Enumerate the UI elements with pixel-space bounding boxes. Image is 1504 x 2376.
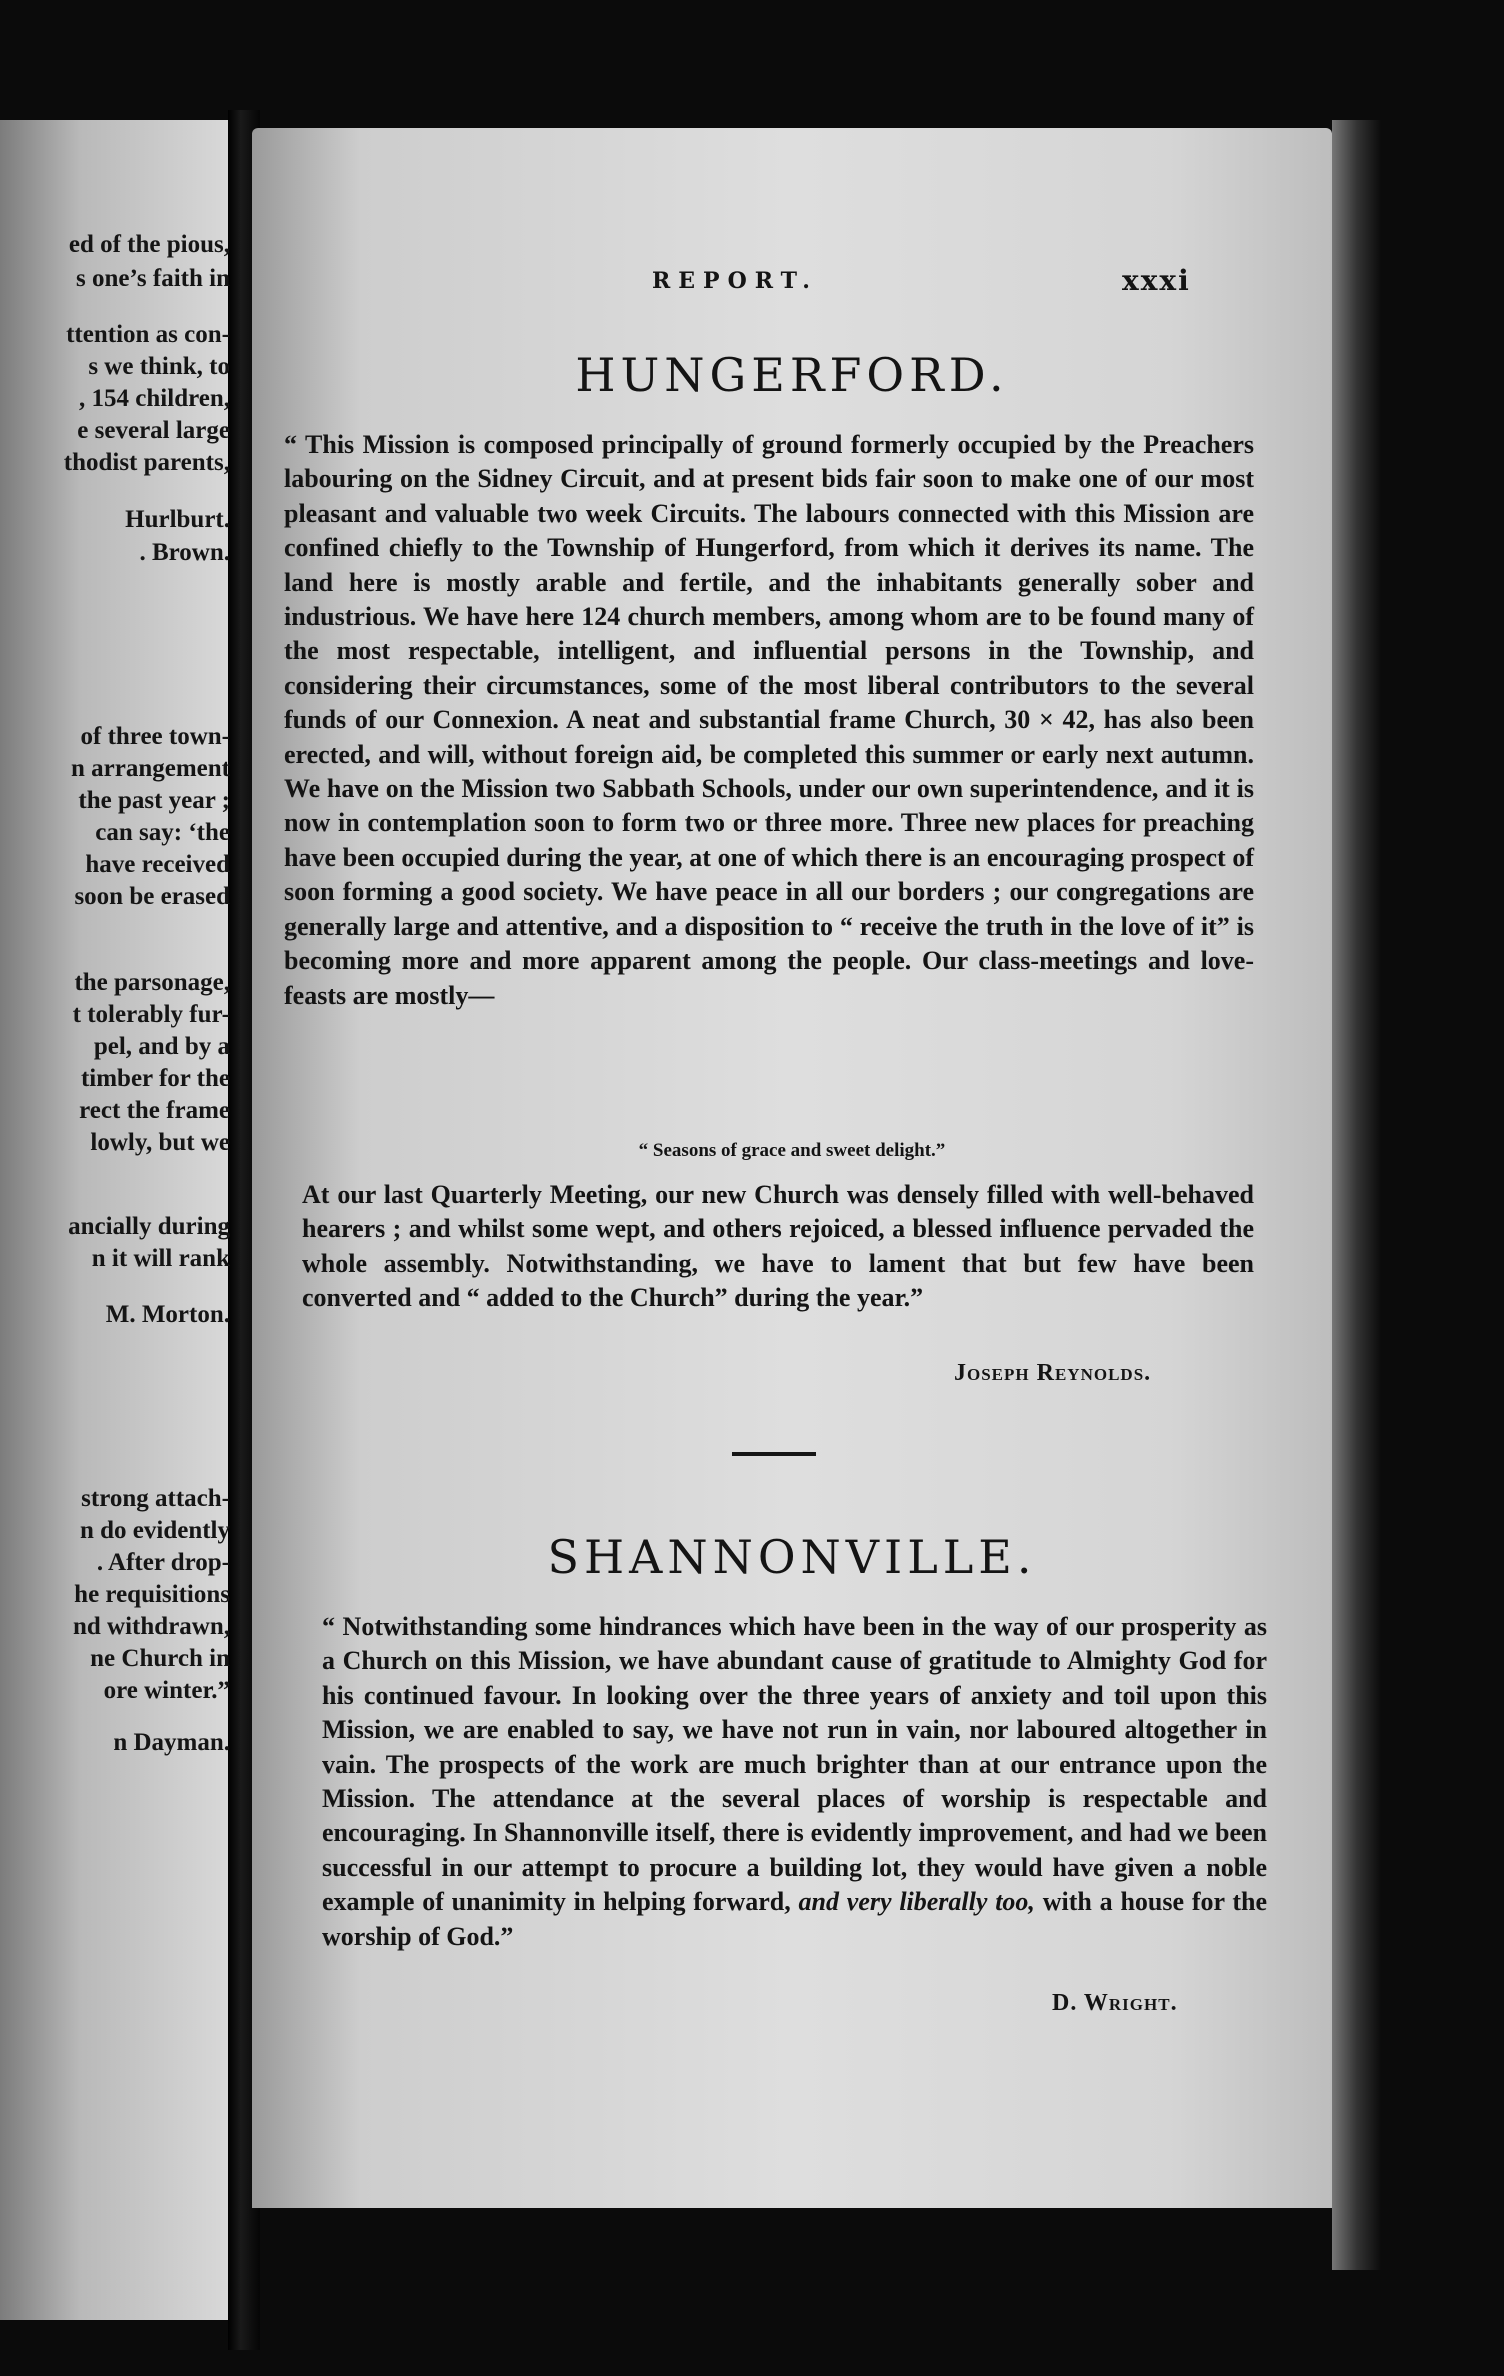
left-page-line: lowly, but we [90,1129,230,1156]
left-page-line: the past year ; [78,787,230,814]
left-page-line: the parsonage, [74,969,230,996]
shannonville-text-start: “ Notwithstanding some hindrances which have been in the way of our prosperity as a Church on this Mission, we have abundant cause of gratitude to Almighty God for his continued favour. In looking over the three years of anxiety and toil upon this Mission, we are enabled to say, we have not run in vain, nor laboured altogether in vain. The prospects of the work are much brighter than at our entrance upon the Mission. The attendance at the several places of worship is respectable and encouraging. In Shannonville itself, there is evidently improvement, and had we been successful in our attempt to procure a building lot, they would have given a noble example of unanimity in helping forward, [322,1612,1267,1917]
hungerford-paragraph-1: “ This Mission is composed principally of ground formerly occupied by the Preachers labouring on the Sidney Circuit, and at present bids fair soon to make one of our most pleasant and valuable two week Circuits. The labours connected with this Mission are confined chiefly to the Township of Hungerford, from which it derives its name. The land here is mostly arable and fertile, and the inhabitants generally sober and industrious. We have here 124 church members, among whom are to be found many of the most respectable, intelligent, and influential persons in the Township, and considering their circumstances, some of the most liberal contributors to the several funds of our Connexion. A neat and substantial frame Church, 30 × 42, has also been erected, and will, without foreign aid, be completed this summer or early next autumn. We have on the Mission two Sabbath Schools, under our own superintendence, and it is now in contemplation soon to form two or three more. Three new places for preaching have been occupied during the year, at one of which there is an encouraging prospect of soon forming a good society. We have peace in all our borders ; our congregations are generally large and attentive, and a disposition to “ receive the truth in the love of it” is becoming more and more apparent among the people. Our class-meetings and love-feasts are mostly— [284,430,1254,1010]
left-page-line: M. Morton. [105,1301,230,1328]
running-head: REPORT. [652,268,818,294]
left-page-line: of three town- [80,723,230,750]
left-page-line: e several large [77,417,230,444]
left-page-line: timber for the [80,1065,230,1092]
left-page-line: have received [85,851,230,878]
left-page-line: thodist parents, [63,449,230,476]
hungerford-paragraph-2: At our last Quarterly Meeting, our new Church was densely filled with well-behaved hearers ; and whilst some wept, and others rejoiced, a blessed influence pervaded the whole assembly. Notwithstanding, we have to lament that but few have been converted and “ added to the Church” during the year.” [302,1180,1254,1313]
left-page-line: Hurlburt. [125,506,230,533]
left-page-line: soon be erased [74,883,230,910]
left-page-line: n do evidently [79,1517,230,1544]
left-page-line: . After drop- [96,1549,230,1576]
left-page-line: nd withdrawn, [73,1613,230,1640]
left-page-line: s we think, to [88,353,230,380]
left-page-line: pel, and by a [93,1033,230,1060]
left-page-line: can say: ‘the [95,819,230,846]
left-page-line: s one’s faith in [76,265,230,292]
shannonville-text-italic: and very liberally too, [798,1887,1035,1917]
hungerford-quote: “ Seasons of grace and sweet delight.” [638,1140,946,1161]
shannonville-signature: D. Wright. [1052,1990,1178,2016]
left-page-line: t tolerably fur- [72,1001,230,1028]
left-page-line: ne Church in [90,1645,230,1672]
section-title-shannonville: SHANNONVILLE. [547,1530,1037,1584]
left-page-line: ttention as con- [66,321,230,348]
left-page-line: n Dayman. [113,1729,230,1756]
left-page-line: ore winter.” [103,1677,230,1704]
shannonville-paragraph [322,1610,1267,1954]
left-page-line: strong attach- [81,1485,230,1512]
left-page-line: n arrangement [71,755,230,782]
page-content [252,0,1332,2376]
left-page-line: rect the frame [79,1097,230,1124]
left-page-line: . Brown. [139,539,230,566]
section-title-hungerford: HUNGERFORD. [575,348,1009,402]
hungerford-signature: Joseph Reynolds. [954,1360,1152,1386]
section-divider [732,1452,816,1456]
left-page-line: , 154 children, [79,385,230,412]
left-page-line: he requisitions [74,1581,230,1608]
shannonville-text-end: with a house for the worship of God.” [322,1887,1268,1951]
page-number: xxxi [1122,264,1191,297]
left-page-line: ancially during [68,1213,230,1240]
page-header [252,264,1332,298]
page-edge [1332,120,1382,2270]
left-page-line: ed of the pious, [68,231,230,258]
left-page-line: n it will rank [91,1245,230,1272]
